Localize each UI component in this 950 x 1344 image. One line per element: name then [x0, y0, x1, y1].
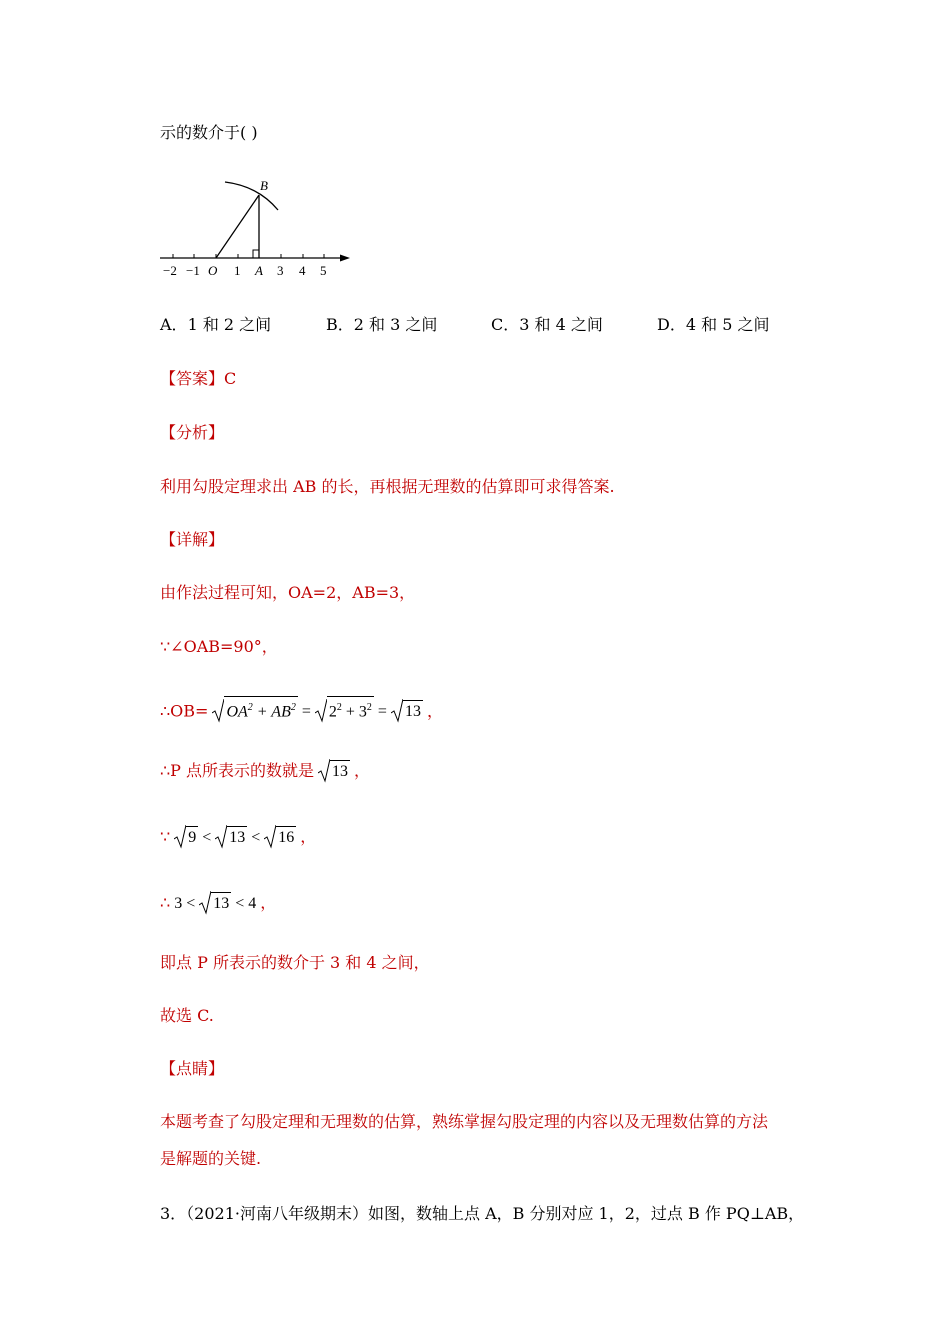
- number-line-figure: [158, 170, 358, 285]
- tick-label-4: 4: [299, 263, 306, 278]
- ob-formula: $OA^2 + AB^2$ = $2^2 + 3^2$ = 13: [208, 703, 426, 720]
- next-question: 3．（2021·河南八年级期末）如图，数轴上点 A，B 分别对应 1，2，过点 B 作 PQ⊥AB，: [160, 1204, 805, 1223]
- comment-label: 【点睛】: [160, 1059, 225, 1078]
- segment-ob: [216, 195, 259, 258]
- step-6: [160, 892, 276, 915]
- question-text: 示的数介于( ): [160, 123, 258, 142]
- step-4: [160, 760, 370, 783]
- step-5: [160, 826, 316, 849]
- tick-label-neg1: −1: [186, 263, 200, 278]
- step-8: 故选 C.: [160, 1006, 214, 1025]
- right-angle-mark: [253, 250, 259, 258]
- answer-label: 【答案】: [160, 369, 225, 388]
- option-b[interactable]: [326, 314, 437, 336]
- step-1: 由作法过程可知，OA=2，AB=3，: [160, 583, 416, 602]
- analysis-text: 利用勾股定理求出 AB 的长，再根据无理数的估算即可求得答案.: [160, 477, 615, 496]
- option-a-text: 1 和 2 之间: [187, 315, 272, 334]
- step-3-prefix: ∴OB=: [160, 701, 209, 721]
- option-b-letter: B．: [326, 315, 354, 334]
- detail-label: 【详解】: [160, 530, 225, 549]
- step-5-prefix: ∵: [160, 827, 171, 846]
- step-4-prefix: ∴P 点所表示的数就是: [160, 761, 315, 780]
- option-a-letter: A．: [160, 315, 188, 334]
- step-3-tail: ，: [426, 701, 443, 721]
- option-c-letter: C．: [491, 315, 520, 334]
- answer-line: [160, 368, 236, 390]
- comment-line-2: 是解题的关键.: [160, 1149, 262, 1168]
- tick-label-5: 5: [320, 263, 327, 278]
- step-6-tail: ，: [260, 893, 277, 912]
- option-d-text: 4 和 5 之间: [685, 315, 770, 334]
- point-label-b: B: [260, 178, 268, 193]
- step-3: [160, 696, 443, 723]
- option-d[interactable]: [657, 314, 769, 336]
- step-5-tail: ，: [300, 827, 317, 846]
- step-2: ∵∠OAB=90°，: [160, 637, 278, 656]
- option-d-letter: D．: [657, 315, 686, 334]
- tick-label-a: A: [255, 263, 263, 278]
- step-7: 即点 P 所表示的数介于 3 和 4 之间，: [160, 953, 430, 972]
- answer-value: C: [224, 369, 237, 388]
- tick-label-origin: O: [208, 263, 218, 278]
- sqrt13-value: 13: [314, 763, 354, 780]
- option-c-text: 3 和 4 之间: [519, 315, 603, 334]
- inequality-bounds: 3 < 13 < 4: [170, 895, 260, 912]
- option-a[interactable]: [160, 314, 271, 336]
- step-6-prefix: ∴: [160, 893, 171, 912]
- tick-label-3: 3: [277, 263, 284, 278]
- inequality-sqrt: 9 < 13 < 16: [170, 829, 300, 846]
- option-b-text: 2 和 3 之间: [353, 315, 438, 334]
- option-c[interactable]: [491, 314, 603, 336]
- analysis-label: 【分析】: [160, 423, 225, 442]
- step-4-tail: ，: [354, 761, 371, 780]
- axis-arrow: [340, 255, 350, 262]
- tick-label-neg2: −2: [163, 263, 177, 278]
- comment-line-1: 本题考查了勾股定理和无理数的估算，熟练掌握勾股定理的内容以及无理数估算的方法: [160, 1112, 769, 1131]
- tick-label-1: 1: [234, 263, 241, 278]
